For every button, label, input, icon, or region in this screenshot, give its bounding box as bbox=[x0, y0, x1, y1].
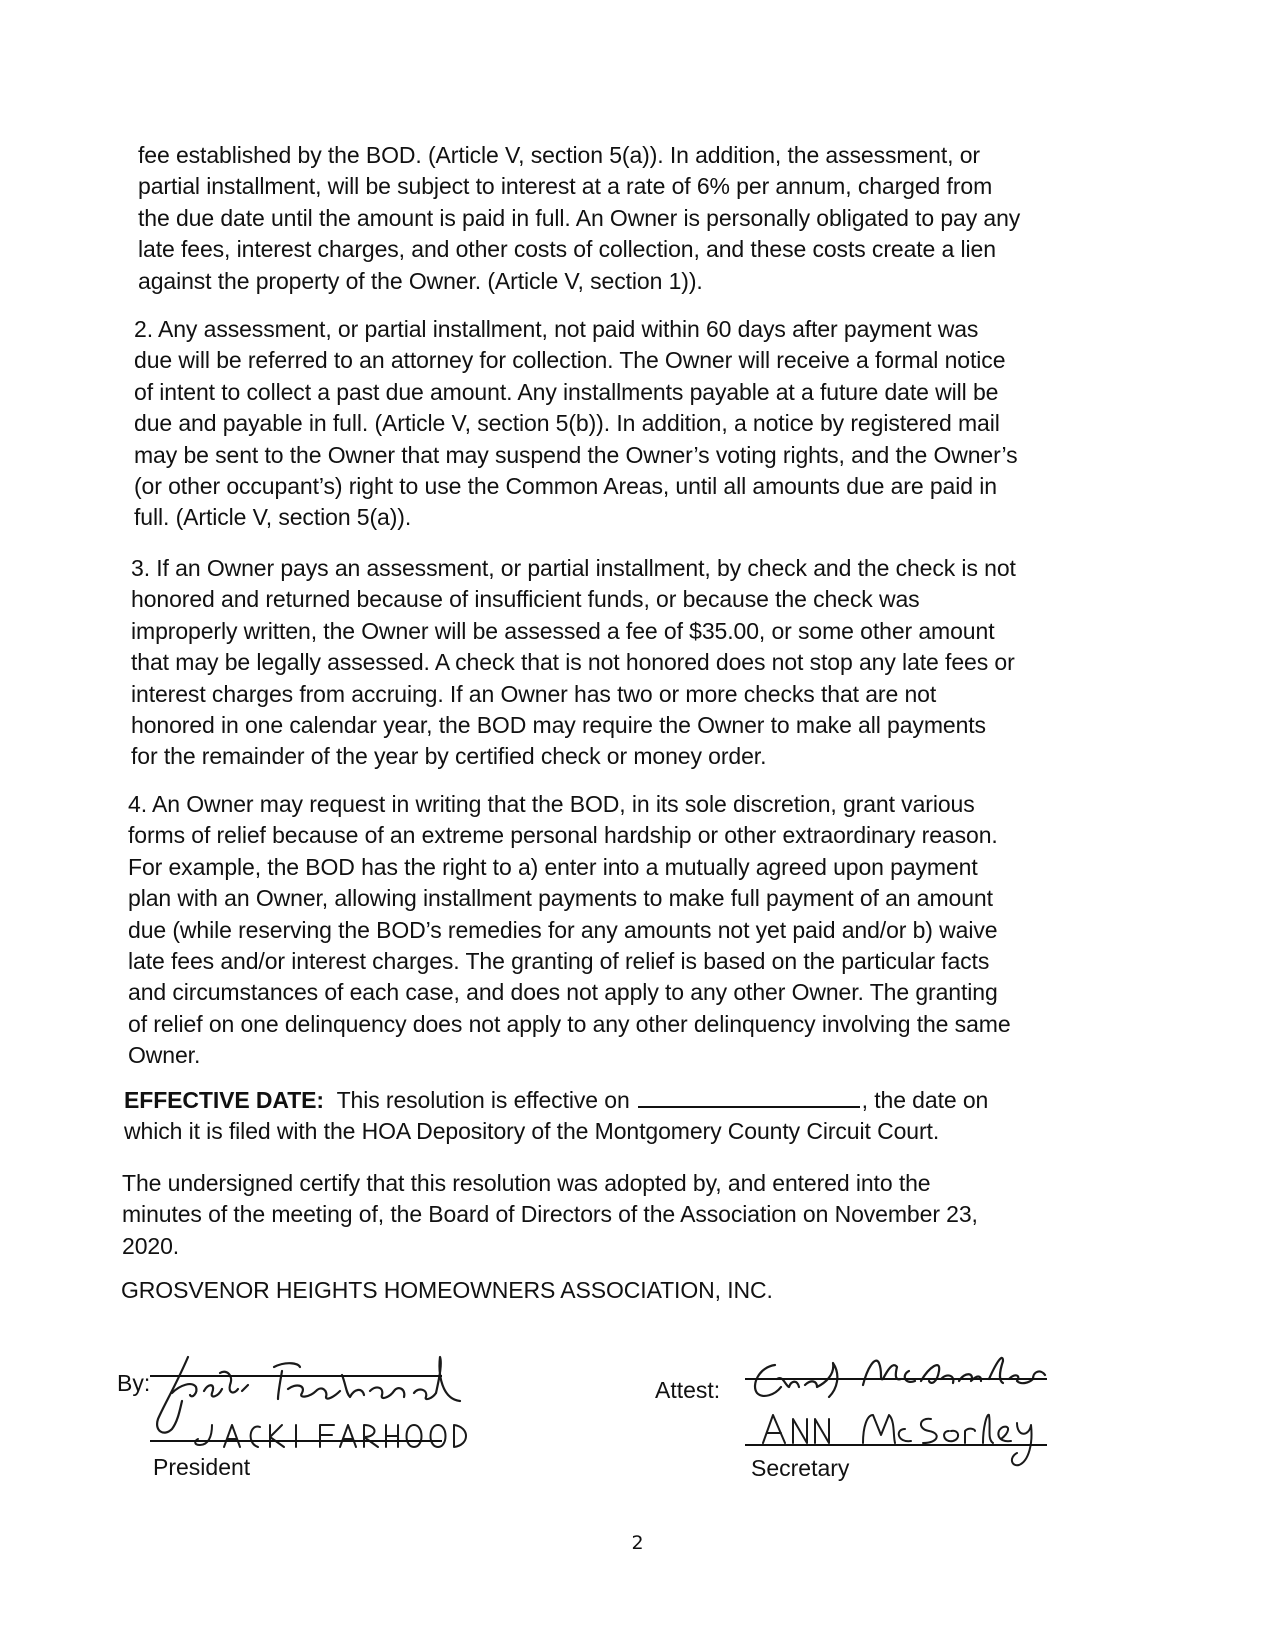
paragraph-item-2 bbox=[134, 314, 1018, 534]
text-line: honored in one calendar year, the BOD may require the Owner to make all payments bbox=[131, 712, 986, 739]
text-line: late fees, interest charges, and other costs of collection, and these costs create a lien bbox=[138, 236, 996, 263]
text-line: and circumstances of each case, and does not apply to any other Owner. The granting bbox=[128, 979, 998, 1006]
text-line: fee established by the BOD. (Article V, section 5(a)). In addition, the assessment, or bbox=[138, 142, 980, 168]
attest-signature-line bbox=[745, 1378, 1047, 1380]
text-line: For example, the BOD has the right to a) enter into a mutually agreed upon payment bbox=[128, 853, 978, 880]
text-line: that may be legally assessed. A check that is not honored does not stop any late fees or bbox=[131, 649, 1015, 676]
text-line: forms of relief because of an extreme personal hardship or other extraordinary reason. bbox=[128, 822, 998, 849]
effective-date-blank-line bbox=[638, 1088, 860, 1108]
text-line: 2020. bbox=[122, 1232, 180, 1259]
page-number: 2 bbox=[631, 1532, 644, 1554]
text-line: for the remainder of the year by certified check or money order. bbox=[131, 743, 767, 770]
text-line: due (while reserving the BOD’s remedies for any amounts not yet paid and/or b) waive bbox=[128, 916, 998, 943]
text-line: late fees and/or interest charges. The granting of relief is based on the particular facts bbox=[128, 948, 990, 975]
text-line: (or other occupant’s) right to use the Common Areas, until all amounts due are paid in bbox=[134, 473, 997, 500]
text-line: Owner. bbox=[128, 1042, 201, 1069]
effective-date-text-after: , the date on bbox=[861, 1087, 989, 1113]
text-line: 2. Any assessment, or partial installment, not paid within 60 days after payment was bbox=[134, 316, 979, 342]
text-line: of relief on one delinquency does not apply to any other delinquency involving the same bbox=[128, 1010, 1011, 1037]
by-signature-line bbox=[150, 1375, 442, 1377]
association-name: GROSVENOR HEIGHTS HOMEOWNERS ASSOCIATION, INC. bbox=[121, 1277, 773, 1303]
text-line: which it is filed with the HOA Depository of the Montgomery County Circuit Court. bbox=[124, 1118, 940, 1145]
text-line: may be sent to the Owner that may suspend the Owner’s voting rights, and the Owner’s bbox=[134, 441, 1018, 468]
text-line: improperly written, the Owner will be assessed a fee of $35.00, or some other amount bbox=[131, 617, 995, 644]
attest-name-line bbox=[745, 1444, 1047, 1446]
president-signature bbox=[150, 1345, 470, 1465]
text-line: interest charges from accruing. If an Owner has two or more checks that are not bbox=[131, 680, 937, 707]
secretary-title: Secretary bbox=[751, 1455, 850, 1481]
text-line: the due date until the amount is paid in full. An Owner is personally obligated to pay any bbox=[138, 204, 1021, 231]
text-line: minutes of the meeting of, the Board of Directors of the Association on November 23, bbox=[122, 1201, 978, 1228]
effective-date-paragraph bbox=[124, 1085, 988, 1148]
text-line: 4. An Owner may request in writing that the BOD, in its sole discretion, grant various bbox=[128, 791, 975, 817]
attest-label: Attest: bbox=[655, 1377, 721, 1403]
text-line: full. (Article V, section 5(a)). bbox=[134, 504, 412, 531]
certification-paragraph bbox=[122, 1168, 978, 1262]
paragraph-item-4 bbox=[128, 789, 1011, 1072]
text-line: honored and returned because of insufficient funds, or because the check was bbox=[131, 586, 920, 613]
text-line: of intent to collect a past due amount. Any installments payable at a future date will be bbox=[134, 378, 999, 405]
text-line bbox=[124, 1085, 988, 1116]
text-line: against the property of the Owner. (Article V, section 1)). bbox=[138, 267, 703, 294]
by-name-line bbox=[150, 1440, 442, 1442]
text-line: 3. If an Owner pays an assessment, or partial installment, by check and the check is not bbox=[131, 555, 1016, 581]
text-line: plan with an Owner, allowing installment payments to make full payment of an amount bbox=[128, 885, 993, 912]
text-line: partial installment, will be subject to interest at a rate of 6% per annum, charged from bbox=[138, 173, 993, 200]
president-title: President bbox=[153, 1454, 251, 1480]
text-line: due and payable in full. (Article V, section 5(b)). In addition, a notice by registered mail bbox=[134, 410, 1000, 437]
paragraph-late-fee-continuation bbox=[138, 140, 1020, 297]
text-line: The undersigned certify that this resolution was adopted by, and entered into the bbox=[122, 1170, 931, 1196]
effective-date-label: EFFECTIVE DATE: bbox=[124, 1087, 324, 1113]
by-label: By: bbox=[117, 1370, 151, 1396]
effective-date-text: This resolution is effective on bbox=[336, 1087, 630, 1113]
paragraph-item-3 bbox=[131, 553, 1016, 773]
text-line: due will be referred to an attorney for collection. The Owner will receive a formal notice bbox=[134, 347, 1006, 374]
